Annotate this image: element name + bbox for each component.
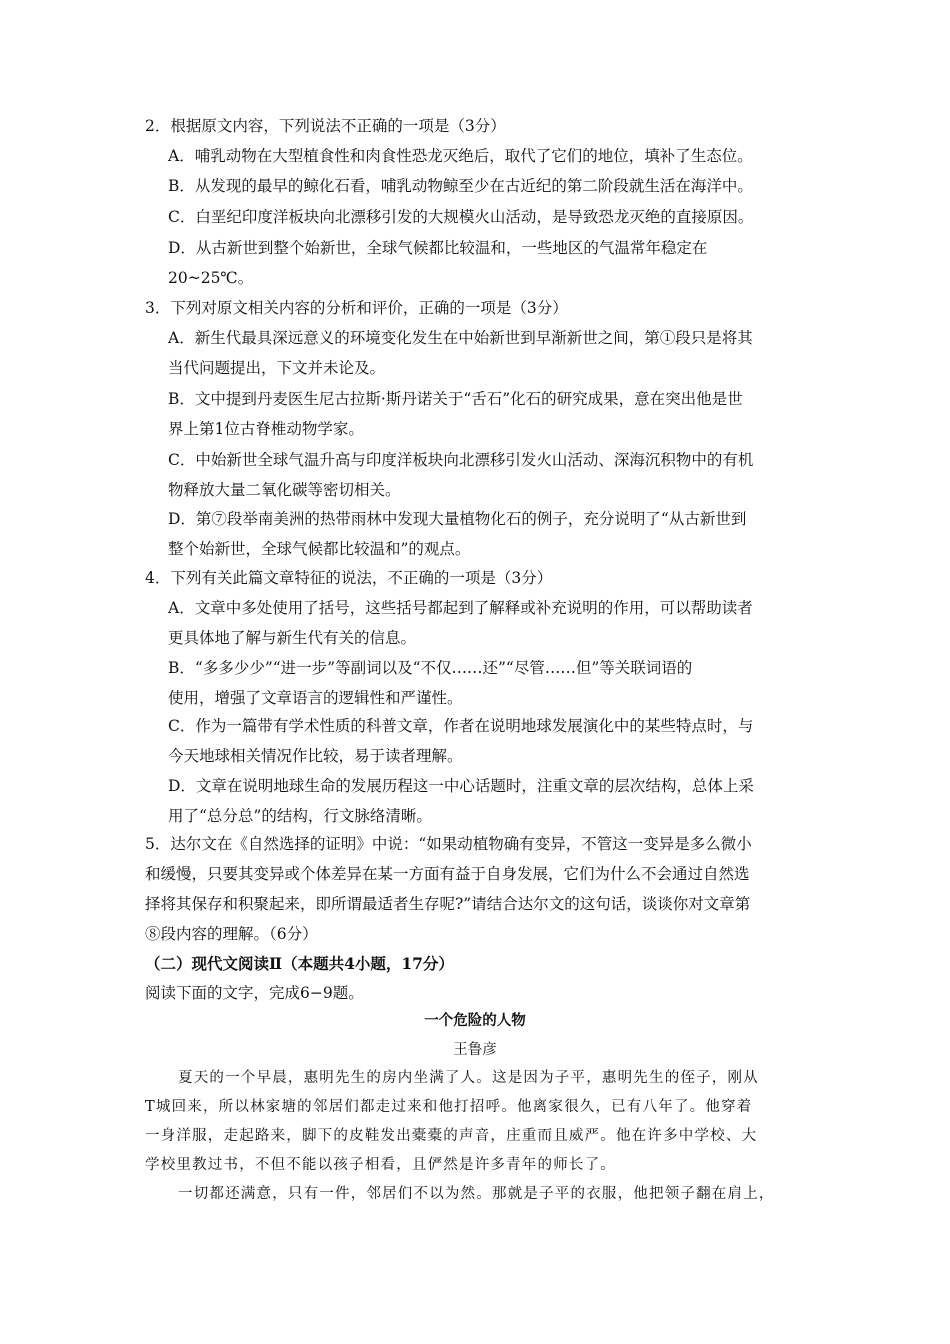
question-4-option-b: B．“多多少少”“进一步”等副词以及“不仅……还”“尽管……但”等关联词语的 xyxy=(168,659,693,677)
story-paragraph-1-line-2: T城回来，所以林家塘的邻居们都走过来和他打招呼。他离家很久，已有八年了。他穿着 xyxy=(145,1099,753,1115)
story-paragraph-1-line-4: 学校里教过书，不但不能以孩子相看，且俨然是许多青年的师长了。 xyxy=(145,1157,616,1173)
question-2-option-d-continued: 20~25℃。 xyxy=(168,269,254,287)
question-2-option-d: D．从古新世到整个始新世，全球气候都比较温和，一些地区的气温常年稳定在 xyxy=(168,239,708,257)
question-5-line-3: 择将其保存和积聚起来，即所谓最适者生存呢?”请结合达尔文的这句话，谈谈你对文章第 xyxy=(145,895,751,913)
question-3-option-a: A．新生代最具深远意义的环境变化发生在中始新世到早渐新世之间，第①段只是将其 xyxy=(168,329,753,347)
question-3-option-a-continued: 当代问题提出，下文并未论及。 xyxy=(168,359,386,377)
question-5-line-4: ⑧段内容的理解。（6分） xyxy=(145,925,318,943)
question-4-stem: 4．下列有关此篇文章特征的说法，不正确的一项是（3分） xyxy=(145,569,553,587)
section-instruction: 阅读下面的文字，完成6−9题。 xyxy=(145,984,364,1002)
question-4-option-a-continued: 更具体地了解与新生代有关的信息。 xyxy=(168,629,417,647)
question-4-option-c-continued: 今天地球相关情况作比较，易于读者理解。 xyxy=(168,747,463,765)
question-5-line-2: 和缓慢，只要其变异或个体差异在某一方面有益于自身发展，它们为什么不会通过自然选 xyxy=(145,865,750,883)
question-2-option-b: B．从发现的最早的鲸化石看，哺乳动物鲸至少在古近纪的第二阶段就生活在海洋中。 xyxy=(168,177,753,195)
question-3-option-b-continued: 界上第1位古脊椎动物学家。 xyxy=(168,420,364,438)
story-paragraph-2-line-1: 一切都还满意，只有一件，邻居们不以为然。那就是子平的衣服，他把领子翻在肩上， xyxy=(178,1186,775,1202)
story-title: 一个危险的人物 xyxy=(424,1012,526,1029)
question-2-stem: 2．根据原文内容，下列说法不正确的一项是（3分） xyxy=(145,117,506,135)
question-3-option-d-continued: 整个始新世，全球气候都比较温和”的观点。 xyxy=(168,540,471,558)
question-2-option-c: C．白垩纪印度洋板块向北漂移引发的大规模火山活动，是导致恐龙灭绝的直接原因。 xyxy=(168,208,754,226)
question-3-stem: 3．下列对原文相关内容的分析和评价，正确的一项是（3分） xyxy=(145,299,568,317)
story-paragraph-1-line-1: 夏天的一个早晨，惠明先生的房内坐满了人。这是因为子平，惠明先生的侄子，刚从 xyxy=(178,1070,759,1086)
question-3-option-b: B．文中提到丹麦医生尼古拉斯·斯丹诺关于“舌石”化石的研究成果，意在突出他是世 xyxy=(168,390,743,408)
question-3-option-d: D．第⑦段举南美洲的热带雨林中发现大量植物化石的例子，充分说明了“从古新世到 xyxy=(168,510,747,528)
question-4-option-a: A．文章中多处使用了括号，这些括号都起到了解释或补充说明的作用，可以帮助读者 xyxy=(168,599,753,617)
question-4-option-d: D．文章在说明地球生命的发展历程这一中心话题时，注重文章的层次结构，总体上采 xyxy=(168,777,754,795)
question-3-option-c: C．中始新世全球气温升高与印度洋板块向北漂移引发火山活动、深海沉积物中的有机 xyxy=(168,451,754,469)
question-5-line-1: 5．达尔文在《自然选择的证明》中说：“如果动植物确有变异，不管这一变异是多么微小 xyxy=(145,835,752,853)
story-paragraph-1-line-3: 一身洋服，走起路来，脚下的皮鞋发出橐橐的声音，庄重而且威严。他在许多中学校、大 xyxy=(145,1128,758,1144)
question-4-option-d-continued: 用了“总分总”的结构，行文脉络清晰。 xyxy=(168,807,432,825)
story-author: 王鲁彦 xyxy=(453,1042,497,1058)
question-4-option-c: C．作为一篇带有学术性质的科普文章，作者在说明地球发展演化中的某些特点时，与 xyxy=(168,717,754,735)
question-2-option-a: A．哺乳动物在大型植食性和肉食性恐龙灭绝后，取代了它们的地位，填补了生态位。 xyxy=(168,147,753,165)
question-3-option-c-continued: 物释放大量二氧化碳等密切相关。 xyxy=(168,481,401,499)
section-heading: （二）现代文阅读Ⅱ（本题共4小题，17分） xyxy=(145,954,454,973)
question-4-option-b-continued: 使用，增强了文章语言的逻辑性和严谨性。 xyxy=(168,689,463,707)
